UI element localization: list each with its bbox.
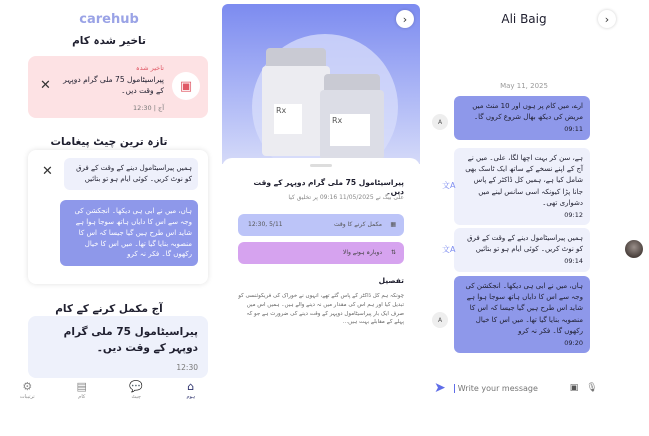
repeat-icon: ⇅	[390, 249, 396, 256]
chat-screen	[424, 0, 649, 436]
today-section-title: آج مکمل کرنے کے کام	[55, 303, 163, 315]
completion-time-button[interactable]	[238, 214, 404, 236]
chat-message-incoming	[454, 228, 590, 272]
task-detail-sheet	[222, 158, 420, 436]
message-text: ہاں، میں نے ابی ہی دیکھا۔ انجکشن کی وجہ سے اس کا دایاں ہاتھ سوجا ہوا ہے شاید اس طرح ہیں گیا جیسا کہ اس کا منصوبہ بنایا گیا تھا۔ میں اس کا خیال رکھوں گا۔ فکر نہ کرو	[465, 282, 583, 335]
rx-label: Rx	[274, 104, 302, 134]
message-text: ہے، سن کر بہت اچھا لگا، علی۔ میں نے آج کے اپنے نسخے کے ساتھ ایک ٹاسک بھی شامل کیا ہے، ہمیں کل ڈاکٹر کے پاس جانا پڑا کیونکہ اسی سانس لینے میں دشواری تھی۔	[465, 154, 583, 207]
image-icon[interactable]: ▣	[569, 383, 579, 393]
list-icon: ▤	[76, 380, 87, 393]
home-icon: ⌂	[187, 380, 195, 393]
overdue-section-title: تاخیر شدہ کام	[72, 35, 146, 47]
bottom-tab-bar	[0, 380, 218, 410]
message-text: ارے، میں کام پر ہوں اور 10 منٹ میں مریض کی دیکھ بھال شروع کروں گا۔	[472, 102, 583, 122]
microphone-icon[interactable]: 🎙	[586, 383, 598, 393]
tab-tasks[interactable]	[55, 380, 110, 410]
overdue-task-time: آج | 12:30	[132, 104, 164, 112]
rx-label: Rx	[330, 114, 370, 146]
close-icon[interactable]: ✕	[40, 78, 51, 93]
translate-icon[interactable]: 文A	[442, 181, 456, 190]
chevron-right-icon[interactable]: ›	[598, 10, 616, 28]
chevron-right-icon[interactable]: ›	[396, 10, 414, 28]
completion-time-label: مکمل کرنے کا وقت	[334, 221, 382, 228]
tab-label: ترتیبات	[19, 394, 35, 400]
chat-bubble-incoming: ہمیں پیراسیٹامول دینے کے وقت کے فرق کو نوٹ کریں۔ کوئی ایام ہو تو بتائیں	[64, 158, 198, 190]
task-detail-screen	[222, 0, 420, 436]
translate-icon[interactable]: 文A	[442, 245, 456, 254]
task-subtitle: علی بیگ نے 11/05/2025 09:16 پر تخلیق کیا	[288, 194, 404, 201]
home-screen	[0, 0, 218, 436]
close-icon[interactable]: ✕	[42, 164, 53, 179]
message-time: 09:12	[564, 210, 583, 219]
message-composer	[434, 378, 624, 398]
overdue-label: تاخیر شدہ	[135, 64, 164, 72]
today-task-text: پیراسیٹامول 75 ملی گرام دوپہر کے وقت دیں۔	[63, 326, 198, 355]
medicine-hero-image	[222, 4, 420, 164]
message-time: 09:11	[564, 125, 583, 134]
tab-label: کام	[78, 394, 86, 400]
details-text: چونکہ ہم کل ڈاکٹر کے پاس گئے تھے، انہوں نے خوراک کی فریکوئنسی کو تبدیل کیا اور ہم اس کی مقدار میں نہ دینے والے ہیں۔ ہمیں اس میں صرف ایک بار پیراسیٹامول دوپہر کے وقت دینے کی ضرورت ہے جو کہ پہلے کے مقابلے بہت ہیں...	[238, 293, 404, 326]
chat-message-outgoing	[454, 96, 590, 140]
today-task-card[interactable]	[28, 316, 208, 378]
latest-chat-card[interactable]	[28, 150, 208, 284]
today-task-time: 12:30	[176, 363, 198, 372]
message-text: ہمیں پیراسیٹامول دینے کے وقت کے فرق کو نوٹ کریں۔ کوئی ایام ہو تو بتائیں	[467, 234, 583, 254]
chat-section-title: تازہ ترین چیٹ پیغامات	[50, 136, 168, 148]
calendar-icon: ▣	[172, 72, 200, 100]
contact-name: Ali Baig	[501, 12, 547, 26]
chat-date: May 11, 2025	[500, 82, 548, 90]
tab-home[interactable]	[164, 380, 219, 410]
completion-time-value: 12:30, 5/11	[248, 221, 283, 228]
repeat-label: دوبارہ ہونے والا	[342, 249, 382, 256]
chat-icon: 💬	[129, 380, 144, 393]
calendar-icon: ▦	[390, 221, 396, 228]
contact-avatar	[625, 240, 643, 258]
sheet-handle[interactable]	[310, 164, 332, 167]
message-time: 09:14	[564, 257, 583, 266]
repeat-button[interactable]	[238, 242, 404, 264]
send-icon[interactable]: ➤	[434, 380, 446, 396]
avatar: A	[432, 114, 448, 130]
gear-icon: ⚙	[22, 380, 33, 393]
tab-settings[interactable]	[0, 380, 55, 410]
message-time: 09:20	[564, 338, 583, 347]
chat-message-outgoing	[454, 276, 590, 353]
tab-chat[interactable]	[109, 380, 164, 410]
task-title: پیراسیٹامول 75 ملی گرام دوپہر کے وقت دیں۔	[253, 178, 404, 196]
overdue-task-card[interactable]	[28, 56, 208, 118]
details-heading: تفصیل	[378, 276, 404, 285]
app-logo: carehub	[79, 12, 139, 27]
chat-message-incoming	[454, 148, 590, 225]
tab-label: ہوم	[186, 394, 196, 400]
avatar: A	[432, 312, 448, 328]
chat-bubble-outgoing: ہاں، میں نے ابی ہی دیکھا۔ انجکشن کی وجہ سے اس کا دایاں ہاتھ سوجا ہوا ہے شاید اس طرح ہیں گیا جیسا کہ اس کا منصوبہ بنایا گیا تھا۔ میں اس کا خیال رکھوں گا۔ فکر نہ کرو	[60, 200, 198, 266]
overdue-task-text: پیراسیٹامول 75 ملی گرام دوپہر کے وقت دیں۔	[63, 75, 164, 96]
message-input[interactable]	[454, 384, 564, 393]
tab-label: چیٹ	[131, 394, 141, 400]
